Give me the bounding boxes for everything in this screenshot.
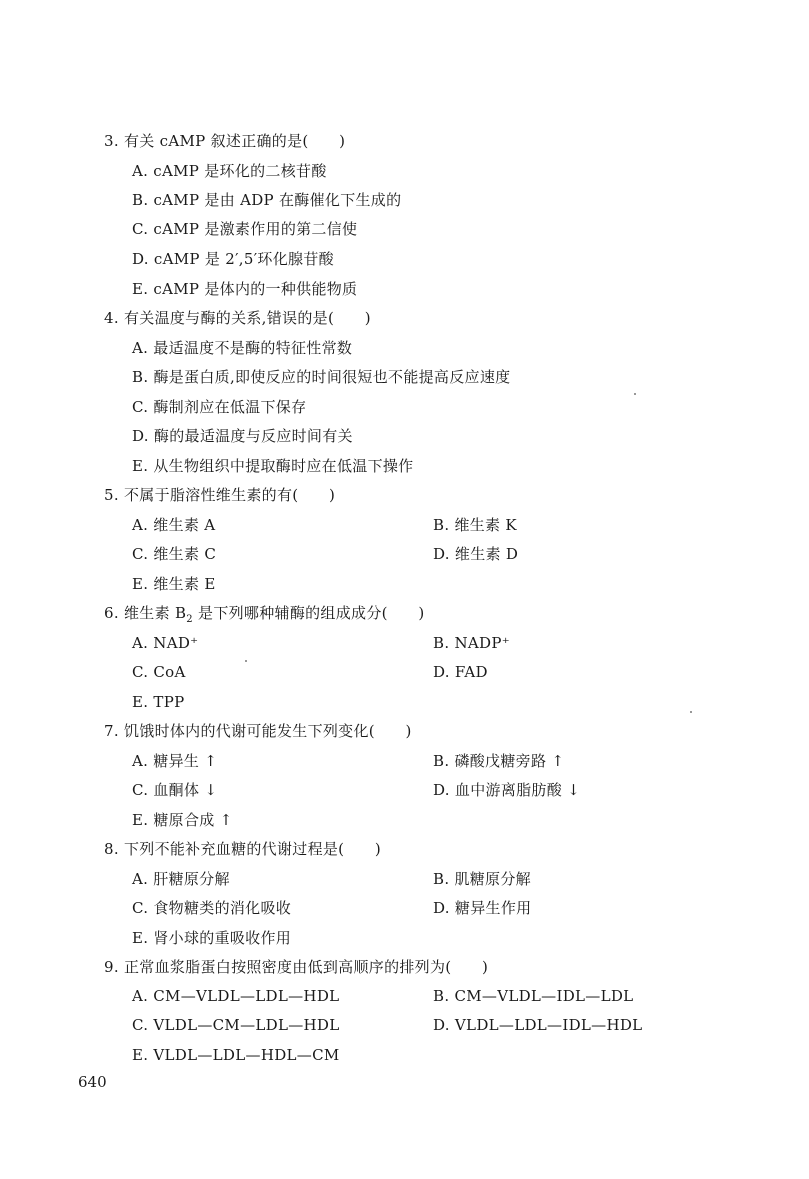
question-7-option-e: E. 糖原合成 ↑ — [132, 811, 233, 829]
question-5-option-d: D. 维生素 D — [433, 545, 519, 563]
question-3-option-a: A. cAMP 是环化的二核苷酸 — [132, 162, 327, 180]
question-4-stem: 4. 有关温度与酶的关系,错误的是( ) — [104, 309, 371, 327]
question-7-stem: 7. 饥饿时体内的代谢可能发生下列变化( ) — [104, 722, 412, 740]
question-9-option-b: B. CM—VLDL—IDL—LDL — [433, 987, 634, 1005]
question-4-option-b: B. 酶是蛋白质,即使反应的时间很短也不能提高反应速度 — [132, 368, 511, 386]
question-8-stem: 8. 下列不能补充血糖的代谢过程是( ) — [104, 840, 382, 858]
question-5-option-a: A. 维生素 A — [132, 516, 216, 534]
question-3-option-b: B. cAMP 是由 ADP 在酶催化下生成的 — [132, 191, 402, 209]
question-9-option-a: A. CM—VLDL—LDL—HDL — [132, 987, 340, 1005]
question-5-stem: 5. 不属于脂溶性维生素的有( ) — [104, 486, 336, 504]
question-7-option-d: D. 血中游离脂肪酸 ↓ — [433, 781, 580, 799]
question-8-option-a: A. 肝糖原分解 — [132, 870, 230, 888]
question-3-stem: 3. 有关 cAMP 叙述正确的是( ) — [104, 132, 346, 150]
question-4-option-d: D. 酶的最适温度与反应时间有关 — [132, 427, 353, 445]
question-6-option-c: C. CoA — [132, 663, 186, 681]
page-number: 640 — [78, 1073, 107, 1091]
question-7-option-b: B. 磷酸戊糖旁路 ↑ — [433, 752, 565, 770]
question-8-option-d: D. 糖异生作用 — [433, 899, 532, 917]
question-6-option-d: D. FAD — [433, 663, 488, 681]
question-6-option-b: B. NADP⁺ — [433, 634, 510, 652]
question-8-option-c: C. 食物糖类的消化吸收 — [132, 899, 292, 917]
question-9-option-d: D. VLDL—LDL—IDL—HDL — [433, 1016, 643, 1034]
scan-speck — [690, 711, 692, 713]
question-6-option-e: E. TPP — [132, 693, 185, 711]
question-5-option-b: B. 维生素 K — [433, 516, 517, 534]
question-6-option-a: A. NAD⁺ — [132, 634, 199, 652]
question-6-stem-prefix: 6. 维生素 B — [104, 604, 187, 622]
question-7-option-a: A. 糖异生 ↑ — [132, 752, 218, 770]
question-7-option-c: C. 血酮体 ↓ — [132, 781, 218, 799]
scan-speck — [634, 393, 636, 395]
question-9-option-c: C. VLDL—CM—LDL—HDL — [132, 1016, 340, 1034]
scan-speck — [245, 660, 247, 662]
question-3-option-e: E. cAMP 是体内的一种供能物质 — [132, 280, 358, 298]
question-8-option-b: B. 肌糖原分解 — [433, 870, 531, 888]
question-4-option-c: C. 酶制剂应在低温下保存 — [132, 398, 307, 416]
question-3-option-c: C. cAMP 是激素作用的第二信使 — [132, 220, 358, 238]
question-6-stem — [104, 603, 425, 623]
question-6-stem-suffix: 是下列哪种辅酶的组成成分( ) — [192, 604, 425, 622]
question-6-stem-subscript: 2 — [186, 614, 193, 625]
question-4-option-a: A. 最适温度不是酶的特征性常数 — [132, 339, 353, 357]
question-9-stem: 9. 正常血浆脂蛋白按照密度由低到高顺序的排列为( ) — [104, 958, 489, 976]
question-8-option-e: E. 肾小球的重吸收作用 — [132, 929, 292, 947]
question-9-option-e: E. VLDL—LDL—HDL—CM — [132, 1046, 340, 1064]
question-5-option-e: E. 维生素 E — [132, 575, 216, 593]
question-3-option-d: D. cAMP 是 2′,5′环化腺苷酸 — [132, 250, 334, 268]
question-4-option-e: E. 从生物组织中提取酶时应在低温下操作 — [132, 457, 414, 475]
question-5-option-c: C. 维生素 C — [132, 545, 217, 563]
